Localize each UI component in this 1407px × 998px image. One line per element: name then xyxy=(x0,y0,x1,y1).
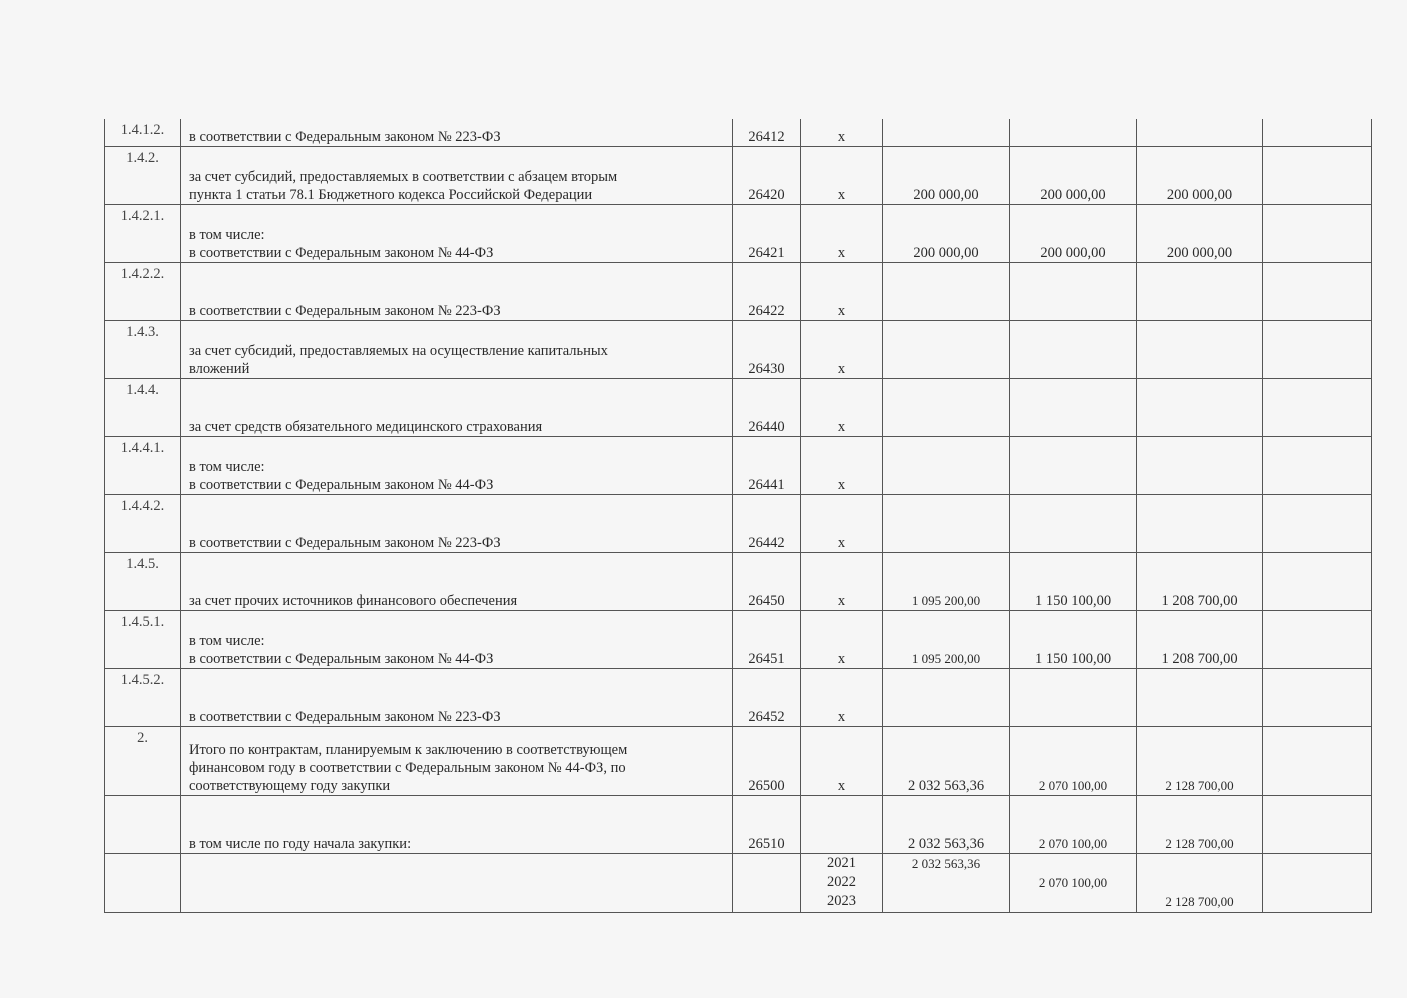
amount-year-2 xyxy=(1010,320,1137,378)
table-row xyxy=(105,204,1372,262)
amount-year-3 xyxy=(1137,378,1263,436)
amount-year-1 xyxy=(883,494,1010,552)
amount-year-3: 2 128 700,00 xyxy=(1137,795,1263,853)
amount-year-3 xyxy=(1137,320,1263,378)
row-number: 1.4.5. xyxy=(105,552,181,610)
amount-year-1 xyxy=(883,320,1010,378)
table-row-years xyxy=(105,853,1372,912)
row-code: 26452 xyxy=(733,668,801,726)
row-code: 26422 xyxy=(733,262,801,320)
table-row xyxy=(105,494,1372,552)
empty-cell xyxy=(1263,552,1372,610)
row-x-mark: х xyxy=(801,320,883,378)
row-description: за счет прочих источников финансового обеспечения xyxy=(181,552,733,610)
amount-year-1 xyxy=(883,668,1010,726)
empty-cell xyxy=(1263,119,1372,146)
year-3-value: 2 128 700,00 xyxy=(1165,893,1234,909)
table-row xyxy=(105,552,1372,610)
amount-year-3 xyxy=(1137,119,1263,146)
row-description: в соответствии с Федеральным законом № 223-ФЗ xyxy=(181,494,733,552)
row-description: в соответствии с Федеральным законом № 223-ФЗ xyxy=(181,119,733,146)
table-row xyxy=(105,146,1372,204)
row-x-mark: х xyxy=(801,119,883,146)
empty-cell xyxy=(1263,610,1372,668)
row-code: 26430 xyxy=(733,320,801,378)
amount-year-1 xyxy=(883,262,1010,320)
row-x-mark: х xyxy=(801,436,883,494)
row-number: 1.4.4.1. xyxy=(105,436,181,494)
amount-year-2 xyxy=(1010,436,1137,494)
row-description: в том числе: в соответствии с Федеральным законом № 44-ФЗ xyxy=(181,204,733,262)
amount-year-3 xyxy=(1137,436,1263,494)
empty-cell xyxy=(1263,853,1372,912)
year-1-value: 2 032 563,36 xyxy=(911,855,981,871)
amount-year-3: 200 000,00 xyxy=(1137,204,1263,262)
amount-year-1 xyxy=(883,378,1010,436)
amount-year-2 xyxy=(1010,494,1137,552)
amount-year-1: 2 032 563,36 xyxy=(883,726,1010,795)
row-code: 26441 xyxy=(733,436,801,494)
row-number: 1.4.4.2. xyxy=(105,494,181,552)
empty-cell xyxy=(181,853,733,912)
amount-year-1: 200 000,00 xyxy=(883,204,1010,262)
year-amount-3 xyxy=(1137,853,1263,912)
row-description: Итого по контрактам, планируемым к заключению в соответствующем финансовом году в соответствии с Федеральным законом № 44-ФЗ, по соответствующему году закупки xyxy=(181,726,733,795)
amount-year-2: 2 070 100,00 xyxy=(1010,726,1137,795)
year-label: 2023 xyxy=(827,892,856,909)
amount-year-3: 1 208 700,00 xyxy=(1137,552,1263,610)
row-x-mark: х xyxy=(801,610,883,668)
empty-cell xyxy=(105,853,181,912)
row-description: в соответствии с Федеральным законом № 223-ФЗ xyxy=(181,262,733,320)
table-row xyxy=(105,668,1372,726)
row-number: 1.4.2.2. xyxy=(105,262,181,320)
row-number: 1.4.4. xyxy=(105,378,181,436)
empty-cell xyxy=(1263,146,1372,204)
amount-year-2 xyxy=(1010,119,1137,146)
amount-year-3: 2 128 700,00 xyxy=(1137,726,1263,795)
row-number: 1.4.5.1. xyxy=(105,610,181,668)
amount-year-2: 1 150 100,00 xyxy=(1010,610,1137,668)
empty-cell xyxy=(1263,320,1372,378)
amount-year-2 xyxy=(1010,378,1137,436)
row-number: 2. xyxy=(105,726,181,795)
amount-year-3 xyxy=(1137,262,1263,320)
year-label: 2022 xyxy=(827,873,856,890)
amount-year-1: 1 095 200,00 xyxy=(883,552,1010,610)
row-description: в том числе: в соответствии с Федеральным законом № 44-ФЗ xyxy=(181,436,733,494)
empty-cell xyxy=(733,853,801,912)
amount-year-1: 1 095 200,00 xyxy=(883,610,1010,668)
amount-year-2 xyxy=(1010,668,1137,726)
row-code: 26421 xyxy=(733,204,801,262)
amount-year-2: 2 070 100,00 xyxy=(1010,795,1137,853)
row-code: 26510 xyxy=(733,795,801,853)
year-amount-2 xyxy=(1010,853,1137,912)
table-row xyxy=(105,320,1372,378)
row-code: 26442 xyxy=(733,494,801,552)
row-x-mark: х xyxy=(801,494,883,552)
row-x-mark: х xyxy=(801,146,883,204)
empty-cell xyxy=(1263,795,1372,853)
row-description: в соответствии с Федеральным законом № 223-ФЗ xyxy=(181,668,733,726)
row-number: 1.4.2.1. xyxy=(105,204,181,262)
row-code: 26440 xyxy=(733,378,801,436)
amount-year-1 xyxy=(883,436,1010,494)
years-list xyxy=(801,853,883,912)
table-row xyxy=(105,436,1372,494)
row-description: за счет субсидий, предоставляемых на осуществление капитальных вложений xyxy=(181,320,733,378)
amount-year-2 xyxy=(1010,262,1137,320)
amount-year-3 xyxy=(1137,668,1263,726)
empty-cell xyxy=(1263,204,1372,262)
row-description: за счет субсидий, предоставляемых в соответствии с абзацем вторым пункта 1 статьи 78.1 Бюджетного кодекса Российской Федерации xyxy=(181,146,733,204)
year-label: 2021 xyxy=(827,854,856,871)
row-number: 1.4.1.2. xyxy=(105,119,181,146)
row-description: в том числе по году начала закупки: xyxy=(181,795,733,853)
row-x-mark: х xyxy=(801,262,883,320)
row-code: 26420 xyxy=(733,146,801,204)
row-code: 26412 xyxy=(733,119,801,146)
row-x-mark: х xyxy=(801,552,883,610)
empty-cell xyxy=(1263,378,1372,436)
table-row xyxy=(105,610,1372,668)
empty-cell xyxy=(1263,262,1372,320)
table-row xyxy=(105,262,1372,320)
row-number: 1.4.2. xyxy=(105,146,181,204)
row-x-mark: х xyxy=(801,204,883,262)
row-description: в том числе: в соответствии с Федеральным законом № 44-ФЗ xyxy=(181,610,733,668)
amount-year-1 xyxy=(883,119,1010,146)
row-code: 26451 xyxy=(733,610,801,668)
amount-year-3: 1 208 700,00 xyxy=(1137,610,1263,668)
amount-year-3: 200 000,00 xyxy=(1137,146,1263,204)
row-x-mark: х xyxy=(801,668,883,726)
empty-cell xyxy=(1263,668,1372,726)
row-code: 26450 xyxy=(733,552,801,610)
empty-cell xyxy=(1263,494,1372,552)
amount-year-1: 200 000,00 xyxy=(883,146,1010,204)
row-number: 1.4.3. xyxy=(105,320,181,378)
table-row xyxy=(105,378,1372,436)
empty-cell xyxy=(1263,726,1372,795)
financial-table xyxy=(104,119,1372,913)
table-row xyxy=(105,119,1372,146)
year-amount-1 xyxy=(883,853,1010,912)
row-code: 26500 xyxy=(733,726,801,795)
row-x-mark: х xyxy=(801,726,883,795)
amount-year-2: 200 000,00 xyxy=(1010,204,1137,262)
amount-year-1: 2 032 563,36 xyxy=(883,795,1010,853)
row-number: 1.4.5.2. xyxy=(105,668,181,726)
row-description: за счет средств обязательного медицинского страхования xyxy=(181,378,733,436)
row-x-mark xyxy=(801,795,883,853)
amount-year-2: 200 000,00 xyxy=(1010,146,1137,204)
row-x-mark: х xyxy=(801,378,883,436)
table-row xyxy=(105,795,1372,853)
year-2-value: 2 070 100,00 xyxy=(1038,874,1108,890)
amount-year-2: 1 150 100,00 xyxy=(1010,552,1137,610)
amount-year-3 xyxy=(1137,494,1263,552)
empty-cell xyxy=(1263,436,1372,494)
table-row xyxy=(105,726,1372,795)
row-number xyxy=(105,795,181,853)
